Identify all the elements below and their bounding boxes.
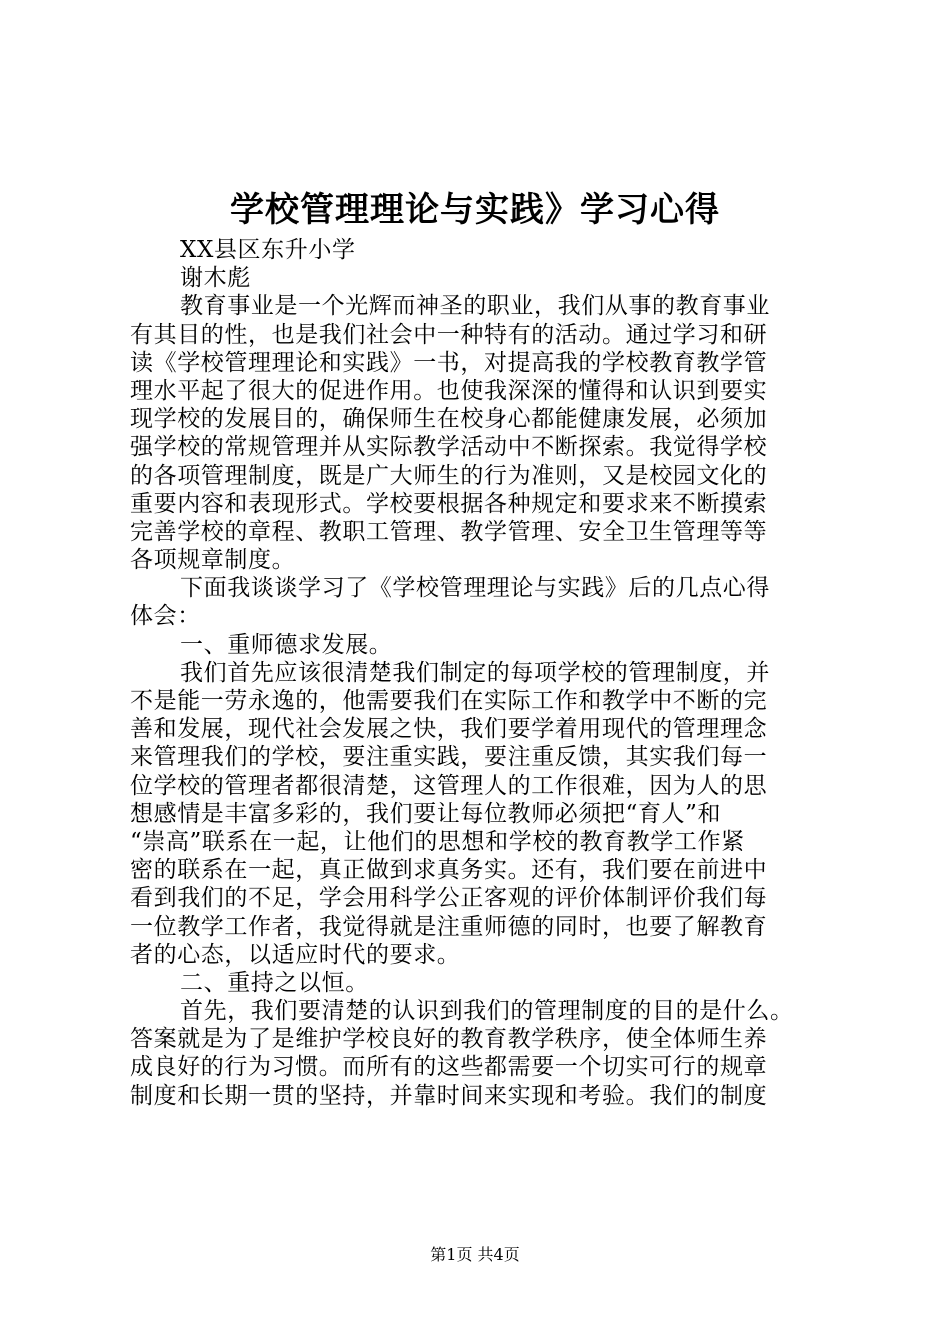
text-line: 者的心态，以适应时代的要求。 [130, 941, 461, 968]
text-line: 我们首先应该很清楚我们制定的每项学校的管理制度，并 [180, 659, 770, 686]
text-line: 重要内容和表现形式。学校要根据各种规定和要求来不断摸索 [130, 490, 768, 517]
text-line: 下面我谈谈学习了《学校管理理论与实践》后的几点心得 [180, 575, 770, 602]
text-line: 读《学校管理理论和实践》一书，对提高我的学校教育教学管 [130, 349, 768, 376]
text-line: 首先，我们要清楚的认识到我们的管理制度的目的是什么。 [180, 998, 794, 1025]
text-line: 教育事业是一个光辉而神圣的职业，我们从事的教育事业 [180, 293, 770, 320]
text-line: 想感情是丰富多彩的，我们要让每位教师必须把“育人”和 [130, 800, 722, 827]
document-title: 学校管理理论与实践》学习心得 [230, 190, 720, 230]
text-line: 来管理我们的学校，要注重实践，要注重反馈，其实我们每一 [130, 744, 768, 771]
text-line: 理水平起了很大的促进作用。也使我深深的懂得和认识到要实 [130, 377, 768, 404]
text-line: 位学校的管理者都很清楚，这管理人的工作很难，因为人的思 [130, 772, 768, 799]
text-line: 谢木彪 [180, 265, 251, 292]
text-line: 答案就是为了是维护学校良好的教育教学秩序，使全体师生养 [130, 1026, 768, 1053]
text-line: 强学校的常规管理并从实际教学活动中不断探索。我觉得学校 [130, 434, 768, 461]
text-line: 一位教学工作者，我觉得就是注重师德的同时，也要了解教育 [130, 913, 768, 940]
text-line: 的各项管理制度，既是广大师生的行为准则，又是校园文化的 [130, 462, 768, 489]
page-footer: 第1页 共4页 [430, 1245, 520, 1264]
text-line: 成良好的行为习惯。而所有的这些都需要一个切实可行的规章 [130, 1054, 768, 1081]
text-line: 二、重持之以恒。 [180, 969, 369, 996]
text-line: XX县区东升小学 [180, 237, 356, 263]
document-body [130, 236, 840, 1110]
text-line: 一、重师德求发展。 [180, 631, 393, 658]
text-line: “崇高”联系在一起，让他们的思想和学校的教育教学工作紧 [130, 828, 745, 855]
text-line: 体会： [130, 603, 201, 630]
text-line: 善和发展，现代社会发展之快，我们要学着用现代的管理理念 [130, 716, 768, 743]
text-line: 有其目的性，也是我们社会中一种特有的活动。通过学习和研 [130, 321, 768, 348]
text-line: 现学校的发展目的，确保师生在校身心都能健康发展，必须加 [130, 406, 768, 433]
text-line: 不是能一劳永逸的，他需要我们在实际工作和教学中不断的完 [130, 688, 768, 714]
text-line: 看到我们的不足，学会用科学公正客观的评价体制评价我们每 [130, 885, 768, 912]
text-line: 制度和长期一贯的坚持，并靠时间来实现和考验。我们的制度 [130, 1082, 768, 1109]
text-line: 完善学校的章程、教职工管理、教学管理、安全卫生管理等等 [130, 518, 768, 545]
text-line: 密的联系在一起，真正做到求真务实。还有，我们要在前进中 [130, 857, 768, 884]
text-line: 各项规章制度。 [130, 547, 296, 574]
